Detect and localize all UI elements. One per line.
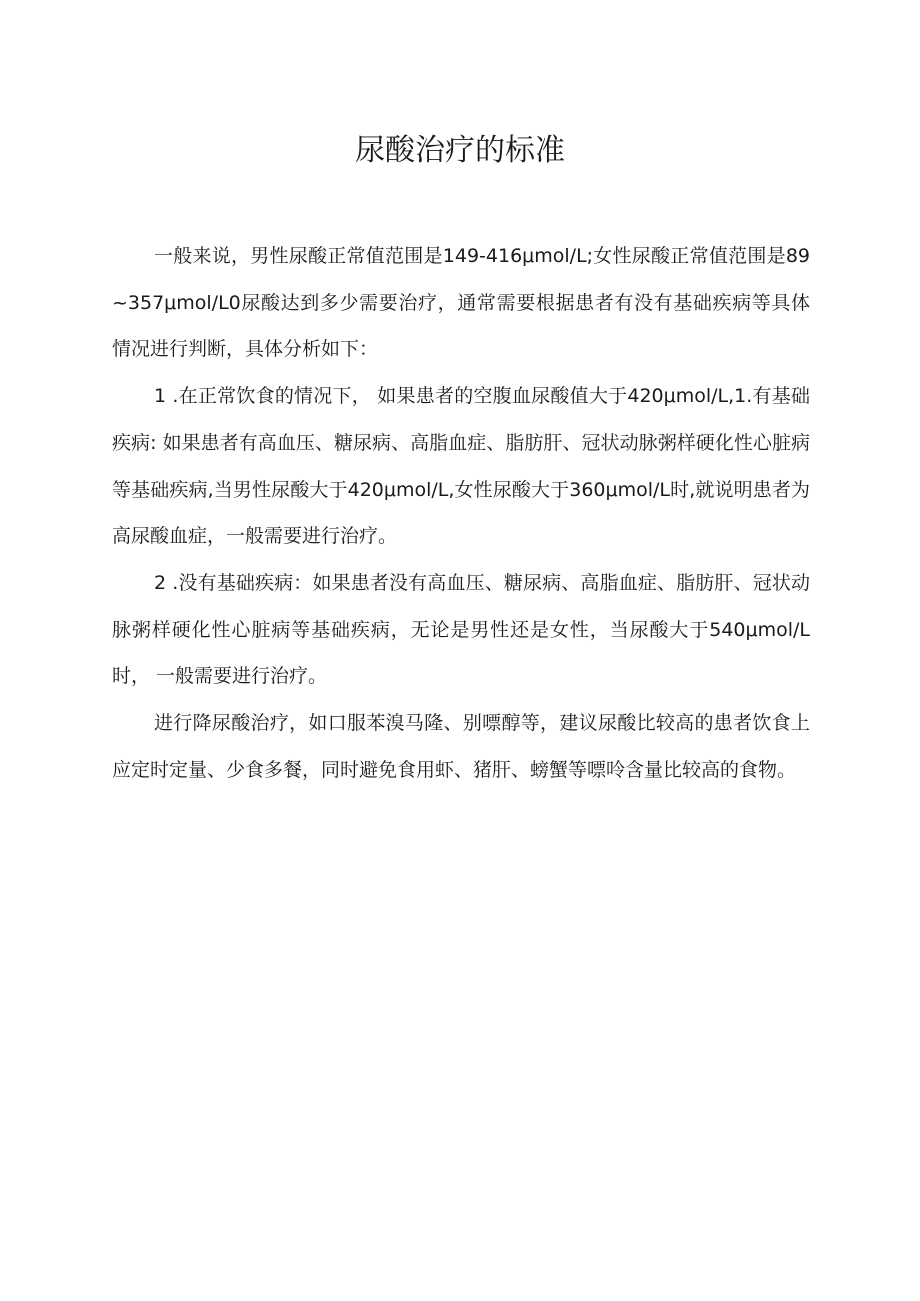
paragraph-item-1: 1 .在正常饮食的情况下， 如果患者的空腹血尿酸值大于420μmol/L,1.有基础疾病: 如果患者有高血压、糖尿病、高脂血症、脂肪肝、冠状动脉粥样硬化性心脏病等基础疾病,当男性尿酸大于420μmol/L,女性尿酸大于360μmol/L时,就说明患者为高尿酸血症，一般需要进行治疗。 (112, 385, 810, 548)
paragraph-intro: 一般来说，男性尿酸正常值范围是149-416μmol/L;女性尿酸正常值范围是89~357μmol/L0尿酸达到多少需要治疗，通常需要根据患者有没有基础疾病等具体情况进行判断，具体分析如下： (112, 245, 810, 361)
document-title: 尿酸治疗的标准 (355, 133, 565, 168)
document-body (112, 233, 810, 793)
paragraph-item-2: 2 .没有基础疾病：如果患者没有高血压、糖尿病、高脂血症、脂肪肝、冠状动脉粥样硬化性心脏病等基础疾病，无论是男性还是女性，当尿酸大于540μmol/L时， 一般需要进行治疗。 (112, 571, 810, 688)
paragraph-treatment: 进行降尿酸治疗，如口服苯溴马隆、别嘌醇等，建议尿酸比较高的患者饮食上应定时定量、少食多餐，同时避免食用虾、猪肝、螃蟹等嘌呤含量比较高的食物。 (112, 712, 810, 781)
